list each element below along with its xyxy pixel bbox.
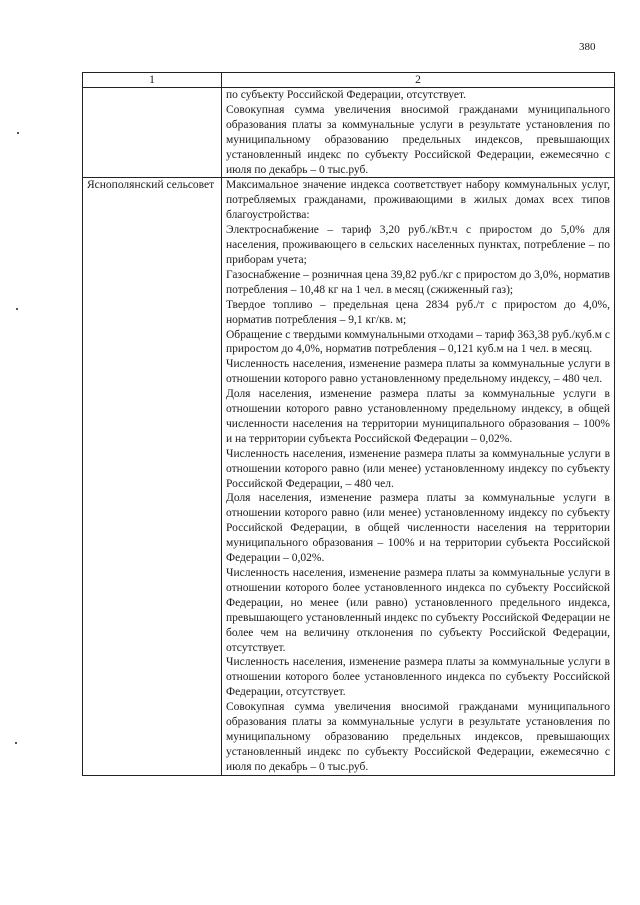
paragraph: Твердое топливо – предельная цена 2834 руб./т с приростом до 4,0%, норматив потребления – 9,1 кг/кв. м;: [226, 298, 610, 326]
paragraph: Максимальное значение индекса соответствует набору коммунальных услуг, потребляемых гражданами, проживающими в жилых домах всех типов благоустройства:: [226, 179, 610, 222]
paragraph: Совокупная сумма увеличения вносимой гражданами муниципального образования платы за коммунальные услуги в результате установления по муниципальному образованию предельных индексов, превышающих установленный индекс по субъекту Российской Федерации, ежемесячно с июля по декабрь – 0 тыс.руб.: [226, 103, 610, 176]
description-cell: [222, 178, 615, 775]
paragraph: Численность населения, изменение размера платы за коммунальные услуги в отношении которого более установленного индекса по субъекту Российской Федерации, отсутствует.: [226, 656, 610, 699]
paragraph: Доля населения, изменение размера платы за коммунальные услуги в отношении которого равно (или менее) установленному индексу по субъекту Российской Федерации, в общей численности населения на территории муниципального образования – 100% и на территории субъекта Российской Федерации – 0,02%.: [226, 492, 610, 565]
scan-artifact: [15, 742, 17, 744]
description-cell: [222, 88, 615, 178]
column-header-1: 1: [83, 73, 222, 88]
column-header-2: 2: [222, 73, 615, 88]
municipality-cell: Яснополянский сельсовет: [83, 178, 222, 775]
table-header-row: [83, 73, 615, 88]
table-row: [83, 178, 615, 775]
paragraph: по субъекту Российской Федерации, отсутствует.: [226, 89, 467, 101]
scan-artifact: [16, 308, 18, 310]
municipality-cell: [83, 88, 222, 178]
paragraph: Электроснабжение – тариф 3,20 руб./кВт.ч с приростом до 5,0% для населения, проживающего в сельских населенных пунктах, потребление – по приборам учета;: [226, 224, 610, 266]
page-number: 380: [579, 41, 596, 53]
document-table: [82, 72, 615, 776]
paragraph: Численность населения, изменение размера платы за коммунальные услуги в отношении которого равно установленному предельному индексу, – 480 чел.: [226, 358, 610, 386]
paragraph: Численность населения, изменение размера платы за коммунальные услуги в отношении которого более установленного индекса по субъекту Российской Федерации, но менее (или равно) установленного предельного индекса, превышающего установленный индекс по субъекту Российской Федерации не более чем на величину отклонения по субъекту Российской Федерации, отсутствует.: [226, 567, 610, 654]
paragraph: Совокупная сумма увеличения вносимой гражданами муниципального образования платы за коммунальные услуги в результате установления по муниципальному образованию предельных индексов, превышающих установленный индекс по субъекту Российской Федерации, ежемесячно с июля по декабрь – 0 тыс.руб.: [226, 701, 610, 773]
paragraph: Доля населения, изменение размера платы за коммунальные услуги в отношении которого равно установленному предельному индексу, в общей численности населения на территории муниципального образования – 100% и на территории субъекта Российской Федерации – 0,02%.: [226, 388, 610, 445]
paragraph: Газоснабжение – розничная цена 39,82 руб./кг с приростом до 3,0%, норматив потребления – 10,48 кг на 1 чел. в месяц (сжиженный газ);: [226, 268, 610, 296]
table-row: [83, 88, 615, 178]
paragraph: Обращение с твердыми коммунальными отходами – тариф 363,38 руб./куб.м с приростом до 4,0%, норматив потребления – 0,121 куб.м на 1 чел. в месяц.: [226, 328, 610, 356]
paragraph: Численность населения, изменение размера платы за коммунальные услуги в отношении которого равно (или менее) установленному индексу по субъекту Российской Федерации, – 480 чел.: [226, 447, 610, 490]
scan-artifact: [17, 132, 19, 134]
